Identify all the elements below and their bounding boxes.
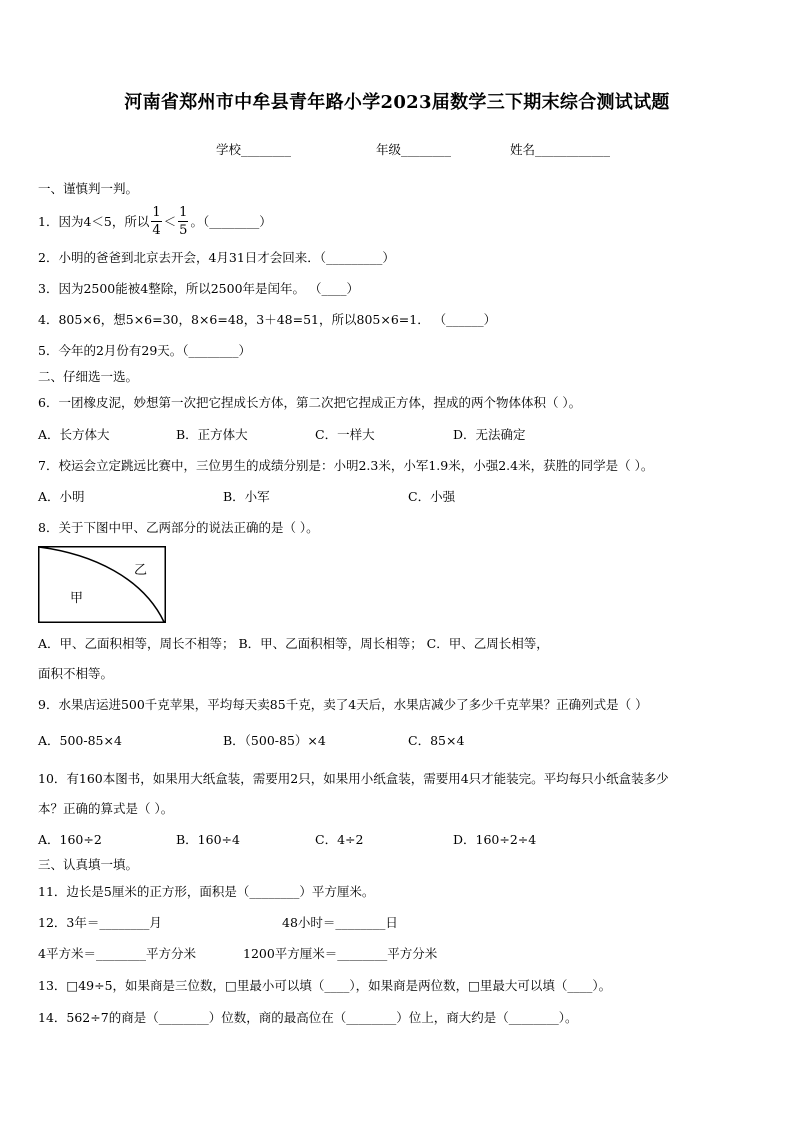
question-9: 9．水果店运进500千克苹果，平均每天卖85千克，卖了4天后，水果店减少了多少千克苹果？正确列式是（ ） — [38, 697, 648, 712]
question-5: 5．今年的2月份有29天。（________） — [38, 343, 252, 358]
fraction-one-quarter — [151, 206, 161, 237]
question-10-line-1: 10．有160本图书，如果用大纸盒装，需要用2只，如果用小纸盒装，需要用4只才能装完。平均每只小纸盒装多少 — [38, 771, 669, 786]
question-13: 13．□49÷5，如果商是三位数，□里最小可以填（____），如果商是两位数，□里最大可以填（____）。 — [38, 978, 612, 993]
region-label-jia: 甲 — [70, 591, 84, 606]
question-9-option-b: B．（500-85）×4 — [223, 733, 326, 748]
question-7-option-c: C．小强 — [408, 489, 456, 504]
section-heading: 一、谨慎判一判。 — [38, 181, 139, 196]
question-8-options-line-1: A．甲、乙面积相等，周长不相等； B．甲、乙面积相等，周长相等； C．甲、乙周长相等， — [38, 636, 549, 651]
fraction-denominator: 5 — [179, 222, 188, 238]
question-9-option-c: C．85×4 — [408, 733, 465, 748]
question-8: 8．关于下图中甲、乙两部分的说法正确的是（ ）。 — [38, 520, 319, 535]
question-6-option-b: B．正方体大 — [176, 427, 248, 442]
question-10-option-b: B．160÷4 — [176, 832, 240, 847]
school-field: 学校________ — [216, 142, 292, 157]
question-1 — [38, 204, 272, 238]
question-12-part-4: 1200平方厘米＝________平方分米 — [243, 946, 438, 961]
question-10-option-a: A．160÷2 — [38, 832, 102, 847]
grade-field: 年级________ — [376, 142, 452, 157]
question-11: 11．边长是5厘米的正方形，面积是（________）平方厘米。 — [38, 884, 375, 899]
question-14: 14．562÷7的商是（________）位数，商的最高位在（________）位上，商大约是（________）。 — [38, 1010, 578, 1025]
question-10-option-c: C．4÷2 — [315, 832, 364, 847]
fraction-denominator: 4 — [152, 222, 161, 238]
fraction-one-fifth — [178, 206, 188, 237]
section-heading: 三、认真填一填。 — [38, 857, 139, 872]
figure-border — [39, 547, 166, 623]
question-12-part-1: 12．3年＝________月 — [38, 915, 162, 930]
question-8-options-line-2: 面积不相等。 — [38, 666, 114, 681]
fraction-numerator: 1 — [152, 204, 161, 220]
less-than-sign: ＜ — [163, 214, 177, 229]
name-field: 姓名____________ — [510, 142, 611, 157]
question-7-option-a: A．小明 — [38, 489, 85, 504]
section-heading: 二、仔细选一选。 — [38, 369, 139, 384]
question-7: 7．校运会立定跳远比赛中，三位男生的成绩分别是：小明2.3米，小军1.9米，小强2.4米，获胜的同学是（ ）。 — [38, 458, 654, 473]
region-figure — [38, 546, 167, 624]
question-12-part-2: 48小时＝________日 — [282, 915, 398, 930]
question-6-option-a: A．长方体大 — [38, 427, 110, 442]
region-label-yi: 乙 — [134, 563, 148, 578]
question-2: 2．小明的爸爸到北京去开会，4月31日才会回来．（_________） — [38, 250, 395, 265]
question-7-option-b: B．小军 — [223, 489, 270, 504]
question-12-part-3: 4平方米＝________平方分米 — [38, 946, 196, 961]
question-6-option-c: C．一样大 — [315, 427, 375, 442]
question-6-option-d: D．无法确定 — [453, 427, 526, 442]
question-1-suffix: 。（________） — [190, 214, 272, 229]
question-1-prefix: 1．因为4＜5，所以 — [38, 214, 150, 229]
question-10-line-2: 本？正确的算式是（ ）。 — [38, 801, 174, 816]
question-9-option-a: A．500-85×4 — [38, 733, 122, 748]
question-3: 3．因为2500能被4整除，所以2500年是闰年。 （____） — [38, 281, 360, 296]
question-4: 4．805×6，想5×6=30，8×6=48，3＋48=51，所以805×6=1． （______） — [38, 312, 497, 327]
page-title: 河南省郑州市中牟县青年路小学2023届数学三下期末综合测试试题 — [124, 92, 670, 113]
question-10-option-d: D．160÷2÷4 — [453, 832, 537, 847]
question-6: 6．一团橡皮泥，妙想第一次把它捏成长方体，第二次把它捏成正方体，捏成的两个物体体积（ ）。 — [38, 395, 582, 410]
fraction-numerator: 1 — [179, 204, 188, 220]
